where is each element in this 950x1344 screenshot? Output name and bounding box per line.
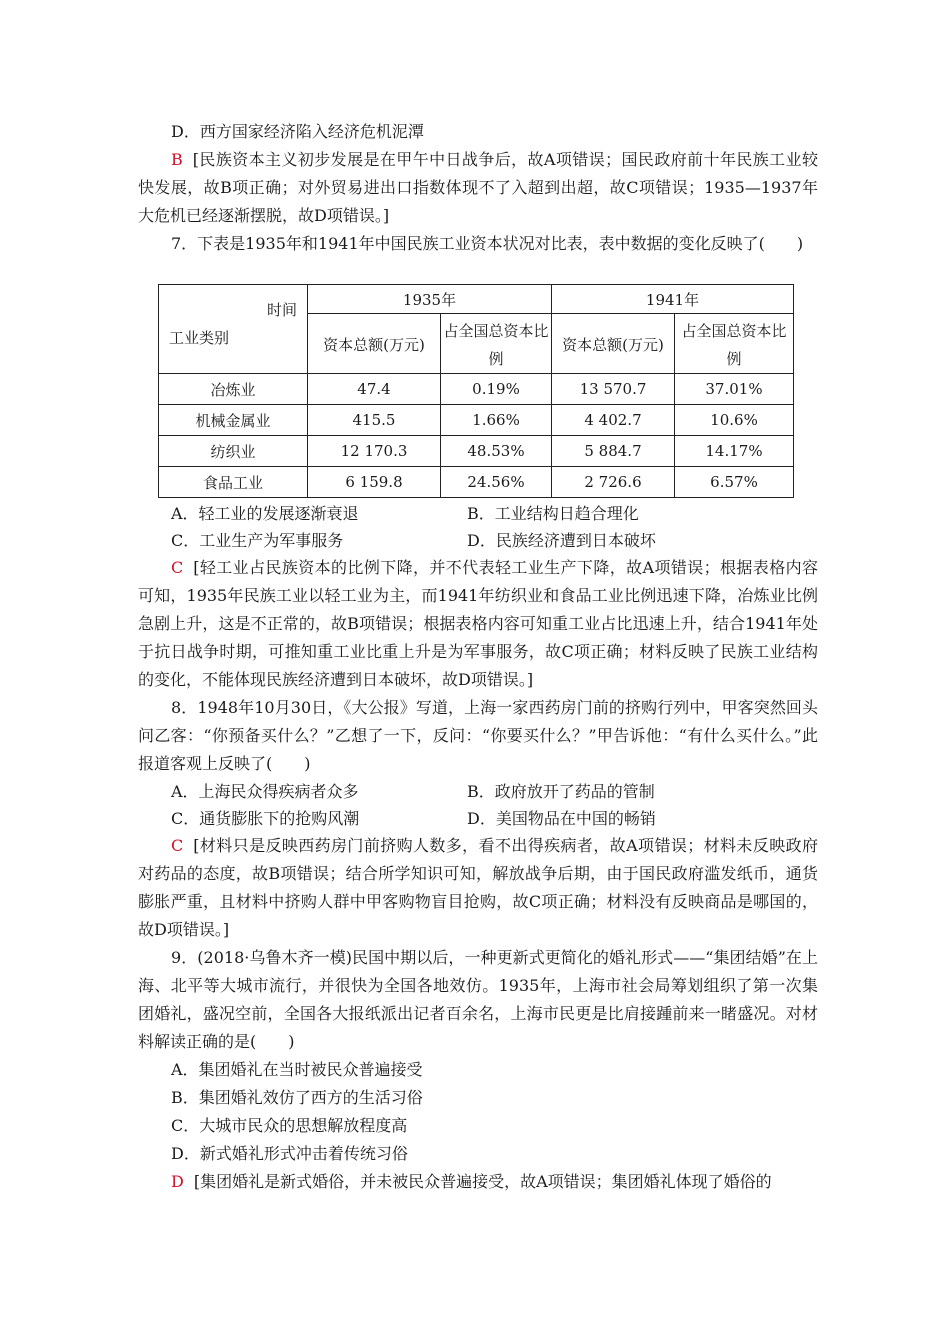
subheader-capital-1941: 资本总额(万元) [552,314,675,374]
q8-option-a: A．上海民众得疾病者众多 [171,782,359,801]
q7-stem: 7．下表是1935年和1941年中国民族工业资本状况对比表，表中数据的变化反映了( ) [171,234,804,253]
q8-answer-explanation [138,832,818,944]
cell-ratio-1941: 6.57% [675,467,794,498]
q7-options-row-2 [138,527,818,554]
corner-category-label: 工业类别 [169,329,230,347]
q8-options-row-1 [138,778,818,805]
q8-answer: C [171,836,184,855]
cell-ratio-1935: 48.53% [441,436,552,467]
cell-capital-1941: 4 402.7 [552,405,675,436]
cell-ratio-1935: 1.66% [441,405,552,436]
cell-ratio-1935: 0.19% [441,374,552,405]
q8-options-row-2 [138,805,818,832]
cell-capital-1935: 415.5 [308,405,441,436]
q7-explanation: [轻工业占民族资本的比例下降，并不代表轻工业生产下降，故A项错误；根据表格内容可知，1935年民族工业以轻工业为主，而1941年纺织业和食品工业比例迅速下降，冶炼业比例急剧上升，这是不正常的，故B项错误；根据表格内容可知重工业占比迅速上升，结合1941年处于抗日战争时期，可推知重工业比重上升是为军事服务，故C项正确；材料反映了民族工业结构的变化，不能体现民族经济遭到日本破坏，故D项错误。] [138,558,818,689]
capital-table [158,284,794,498]
q9-stem: 9．(2018·乌鲁木齐一模)民国中期以后，一种更新式更简化的婚礼形式——“集团结婚”在上海、北平等大城市流行，并很快为全国各地效仿。1935年，上海市社会局筹划组织了第一次集团婚礼，盛况空前，全国各大报纸派出记者百余名，上海市民更是比肩接踵前来一睹盛况。对材料解读正确的是( ) [138,948,818,1051]
cell-ratio-1941: 14.17% [675,436,794,467]
cell-capital-1935: 6 159.8 [308,467,441,498]
table-row [159,436,794,467]
subheader-capital-1935: 资本总额(万元) [308,314,441,374]
q9-answer: D [171,1172,184,1191]
year-header-1935: 1935年 [308,285,552,314]
q9-option-a: A．集团婚礼在当时被民众普遍接受 [171,1060,423,1079]
q6-answer-explanation [138,146,818,230]
row-category: 冶炼业 [159,374,308,405]
row-category: 食品工业 [159,467,308,498]
q8-explanation: [材料只是反映西药房门前挤购人数多，看不出得疾病者，故A项错误；材料未反映政府对药品的态度，故B项错误；结合所学知识可知，解放战争后期，由于国民政府滥发纸币，通货膨胀严重，且材料中挤购人群中甲客购物盲目抢购，故C项正确；材料没有反映商品是哪国的，故D项错误。] [138,836,818,939]
corner-time-label: 时间 [266,301,297,319]
table-corner-cell [159,285,308,374]
cell-ratio-1935: 24.56% [441,467,552,498]
q7-option-b: B．工业结构日趋合理化 [467,504,639,523]
q7-option-d: D．民族经济遭到日本破坏 [467,531,656,550]
table-row [159,405,794,436]
table-row [159,374,794,405]
q8-option-b: B．政府放开了药品的管制 [467,782,655,801]
q7-options-row-1 [138,500,818,527]
q9-answer-explanation [138,1168,818,1196]
q6-option-d: D．西方国家经济陷入经济危机泥潭 [171,122,424,141]
q7-option-a: A．轻工业的发展逐渐衰退 [171,504,359,523]
cell-capital-1941: 5 884.7 [552,436,675,467]
cell-ratio-1941: 10.6% [675,405,794,436]
cell-capital-1941: 2 726.6 [552,467,675,498]
row-category: 机械金属业 [159,405,308,436]
subheader-ratio-1935: 占全国总资本比例 [441,314,552,374]
cell-capital-1935: 12 170.3 [308,436,441,467]
cell-capital-1941: 13 570.7 [552,374,675,405]
table-row [159,467,794,498]
q8-stem: 8．1948年10月30日，《大公报》写道，上海一家西药房门前的挤购行列中，甲客突然回头问乙客：“你预备买什么？”乙想了一下，反问：“你要买什么？”甲告诉他：“有什么买什么。”此报道客观上反映了( ) [138,698,818,773]
row-category: 纺织业 [159,436,308,467]
q7-option-c: C．工业生产为军事服务 [171,531,344,550]
subheader-ratio-1941: 占全国总资本比例 [675,314,794,374]
table-header-row [159,285,794,314]
year-header-1941: 1941年 [552,285,794,314]
q8-option-c: C．通货膨胀下的抢购风潮 [171,809,360,828]
cell-ratio-1941: 37.01% [675,374,794,405]
cell-capital-1935: 47.4 [308,374,441,405]
document-page [138,118,818,1196]
q7-answer: C [171,558,184,577]
q6-answer: B [171,150,183,169]
q9-option-c: C．大城市民众的思想解放程度高 [171,1116,408,1135]
q9-option-d: D．新式婚礼形式冲击着传统习俗 [171,1144,408,1163]
q9-explanation: [集团婚礼是新式婚俗，并未被民众普遍接受，故A项错误；集团婚礼体现了婚俗的 [193,1172,772,1191]
q9-option-b: B．集团婚礼效仿了西方的生活习俗 [171,1088,423,1107]
q6-explanation: [民族资本主义初步发展是在甲午中日战争后，故A项错误；国民政府前十年民族工业较快发展，故B项正确；对外贸易进出口指数体现不了入超到出超，故C项错误；1935—1937年大危机已经逐渐摆脱，故D项错误。] [138,150,818,225]
q8-option-d: D．美国物品在中国的畅销 [467,809,656,828]
q7-answer-explanation [138,554,818,694]
